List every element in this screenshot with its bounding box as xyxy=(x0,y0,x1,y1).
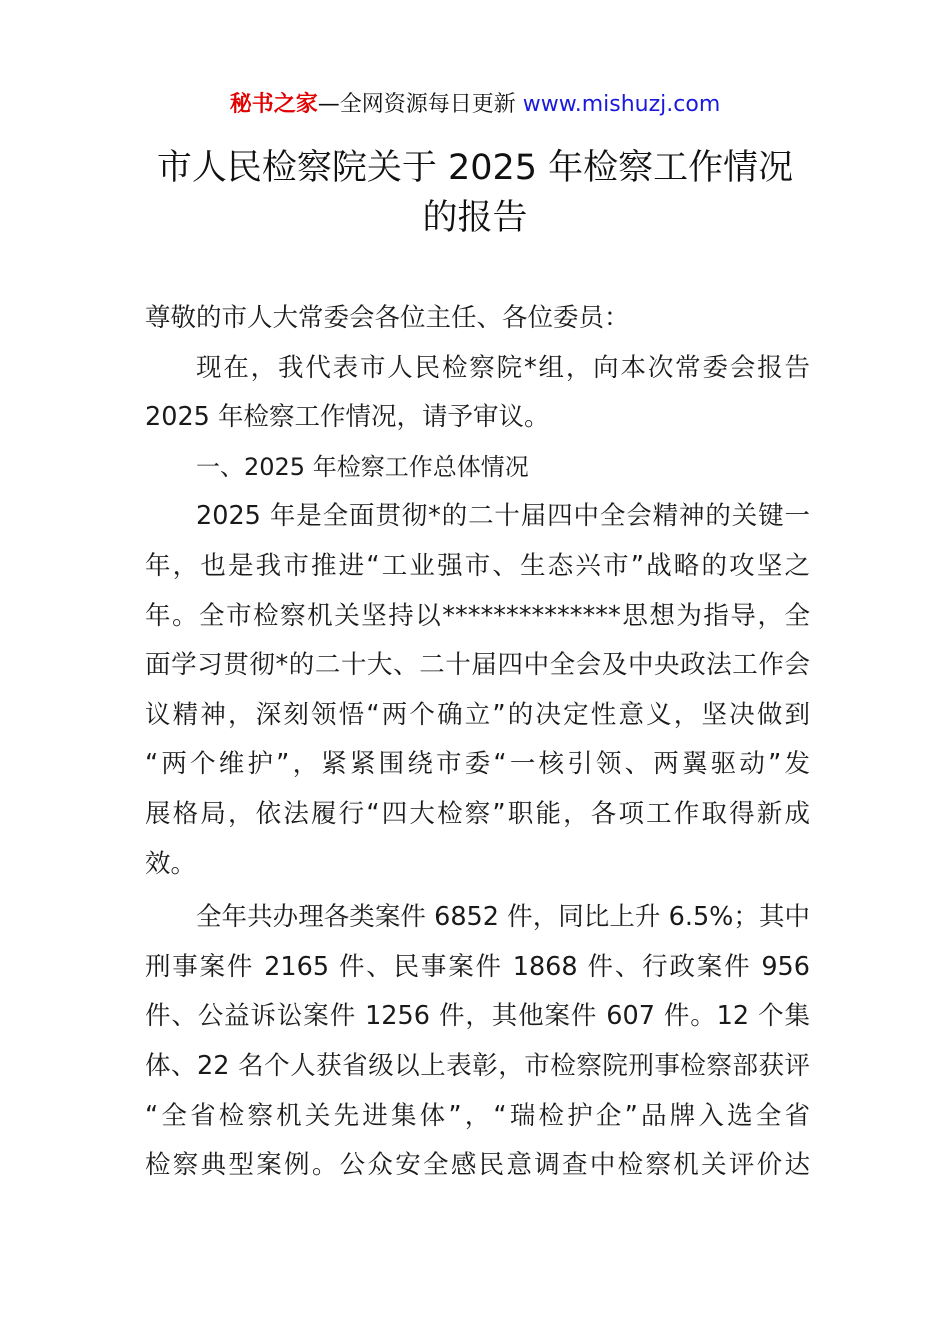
paragraph-2-line-8: 效。 xyxy=(145,848,197,879)
salutation-text: 尊敬的市人大常委会各位主任、各位委员： xyxy=(145,303,630,333)
paragraph-2-line-2: 年，也是我市推进“工业强市、生态兴市”战略的攻坚之 xyxy=(145,550,810,581)
paragraph-2-line-5: 议精神，深刻领悟“两个确立”的决定性意义，坚决做到 xyxy=(145,699,810,730)
paragraph-2-line-7: 展格局，依法履行“四大检察”职能，各项工作取得新成 xyxy=(145,798,810,829)
paragraph-3-line-2: 刑事案件 2165 件、民事案件 1868 件、行政案件 956 xyxy=(145,951,810,982)
paragraph-1-line-1: 现在，我代表市人民检察院*组，向本次常委会报告 xyxy=(196,352,810,383)
paragraph-2-line-3: 年。全市检察机关坚持以**************思想为指导，全 xyxy=(145,600,810,631)
document-title xyxy=(130,143,820,243)
paragraph-2-line-6: “两个维护”，紧紧围绕市委“一核引领、两翼驱动”发 xyxy=(145,749,810,780)
paragraph-1-line-2: 2025 年检察工作情况，请予审议。 xyxy=(145,402,550,433)
title-line-1: 市人民检察院关于 2025 年检察工作情况 xyxy=(156,148,794,188)
site-banner xyxy=(0,88,950,122)
paragraph-3-line-6: 检察典型案例。公众安全感民意调查中检察机关评价达 xyxy=(145,1150,810,1181)
section-heading xyxy=(145,443,810,493)
banner-url-link[interactable]: www.mishuzj.com xyxy=(522,92,721,117)
paragraph-3-line-3: 件、公益诉讼案件 1256 件，其他案件 607 件。12 个集 xyxy=(145,1001,810,1032)
paragraph-1 xyxy=(145,344,810,443)
title-line-2: 的报告 xyxy=(422,198,528,238)
banner-brand: 秘书之家 xyxy=(229,92,318,117)
paragraph-2-line-4: 面学习贯彻*的二十大、二十届四中全会及中央政法工作会 xyxy=(145,650,810,681)
document-body xyxy=(145,294,810,1191)
section-heading-text: 一、2025 年检察工作总体情况 xyxy=(196,452,529,481)
paragraph-3 xyxy=(145,893,810,1191)
paragraph-3-line-4: 体、22 名个人获省级以上表彰，市检察院刑事检察部获评 xyxy=(145,1050,810,1081)
salutation xyxy=(145,294,810,344)
paragraph-3-line-5: “全省检察机关先进集体”，“瑞检护企”品牌入选全省 xyxy=(145,1100,810,1131)
paragraph-2 xyxy=(145,492,810,889)
paragraph-3-line-1: 全年共办理各类案件 6852 件，同比上升 6.5%；其中 xyxy=(196,902,810,933)
paragraph-2-line-1: 2025 年是全面贯彻*的二十届四中全会精神的关键一 xyxy=(196,501,810,532)
banner-tagline: —全网资源每日更新 xyxy=(317,92,523,117)
